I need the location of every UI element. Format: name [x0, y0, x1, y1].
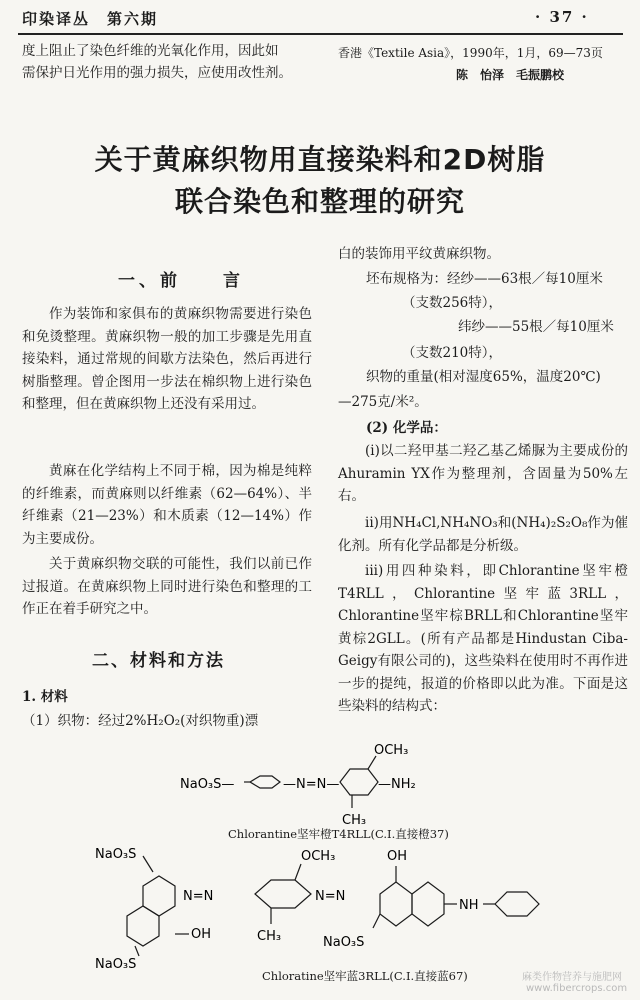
chemicals-item-i: (i)以二羟甲基二羟乙基乙烯脲为主要成份的Ahuramin YX作为整理剂，含固量为50%左右。	[338, 443, 628, 504]
s1-och3: OCH₃	[374, 743, 409, 758]
s2-right-ring-2	[412, 882, 444, 926]
caption-orange-t4rll: Chlorantine坚牢橙T4RLL(C.I.直接橙37)	[228, 827, 449, 841]
continuation-line-1: 度上阻止了染色纤维的光氧化作用，因此如	[22, 43, 279, 59]
header-rule	[18, 33, 623, 35]
s2-middle-ring	[255, 880, 311, 908]
watermark-site-name: 麻类作物营养与施肥网	[522, 972, 622, 983]
s2-naso3s-right: NaO₃S	[323, 935, 365, 950]
journal-header: 印染译丛 第六期	[22, 10, 159, 28]
right-line-1: 白的装饰用平纹黄麻织物。	[338, 246, 500, 262]
s2-azo-1: N=N	[183, 889, 214, 904]
intro-paragraph-2: 黄麻在化学结构上不同于棉，因为棉是纯粹的纤维素，而黄麻则以纤维素（62—64%）、半纤维素（21—23%）和木质素（12—14%）作为主要成份。	[22, 463, 312, 547]
s2-naph-ring-2	[127, 906, 159, 946]
s2-naso3s-bottom: NaO₃S	[95, 957, 137, 972]
s2-azo-2: N=N	[315, 889, 346, 904]
s2-phenyl-ring	[495, 892, 539, 916]
structure-orange-t4rll	[180, 736, 480, 836]
s2-nh: NH	[459, 898, 479, 913]
source-citation: 香港《Textile Asia》，1990年，1月，69—73页	[338, 46, 603, 60]
s2-och3: OCH₃	[301, 849, 336, 864]
s1-ring-1	[250, 776, 280, 788]
translators: 陈 怡泽 毛振鹏校	[456, 68, 565, 82]
page-number: · 37 ·	[535, 8, 589, 26]
fabric-item: （1）织物：经过2%H₂O₂(对织物重)漂	[22, 713, 259, 729]
article-title-line-1: 关于黄麻织物用直接染料和2D树脂	[94, 143, 546, 176]
s2-oh-left: OH	[191, 927, 212, 942]
weft-spec: 纬纱——55根／每10厘米	[458, 319, 614, 335]
warp-count: （支数256特），	[402, 295, 503, 311]
structure-blue-3rll	[95, 842, 575, 982]
subsection-materials: 1. 材料	[22, 689, 68, 705]
s2-ch3: CH₃	[257, 929, 282, 944]
s2-right-ring-1	[380, 882, 412, 926]
caption-blue-3rll: Chloratine坚牢蓝3RLL(C.I.直接蓝67)	[262, 969, 468, 983]
intro-paragraph-3: 关于黄麻织物交联的可能性，我们以前已作过报道。在黄麻织物上同时进行染色和整理的工作正在着手研究之中。	[22, 556, 312, 617]
s1-ring-2	[340, 769, 378, 795]
section-heading-materials: 二、材料和方法	[92, 651, 225, 671]
continuation-line-2: 需保护日光作用的强力损失，应使用改性剂。	[22, 65, 292, 81]
s2-naso3s-top: NaO₃S	[95, 847, 137, 862]
section-heading-introduction: 一、前 言	[118, 271, 244, 291]
watermark-url: www.fibercrops.com	[526, 983, 628, 994]
s1-azo: —N=N—	[283, 777, 340, 792]
chemicals-item-iii: iii)用四种染料，即Chlorantine坚牢橙T4RLL，Chlorantine坚牢蓝3RLL，Chlorantine坚牢棕BRLL和Chlorantine坚牢黄棕2GLL。(所有产品都是Hindustan Ciba-Geigy有限公司的)，这些染料在使用时不再作进一步的提纯，报道的价格即以此为准。下面是这些染料的结构式：	[338, 563, 628, 714]
intro-paragraph-1: 作为装饰和家俱布的黄麻织物需要进行染色和免烫整理。黄麻织物一般的加工步骤是先用直接染料，通过常规的间歇方法染色，然后再进行树脂整理。曾企图用一步法在棉织物上进行染色和整理，但在黄麻织物上还没有采用过。	[22, 306, 312, 412]
s1-ch3: CH₃	[342, 813, 367, 828]
article-title-line-2: 联合染色和整理的研究	[174, 185, 465, 218]
s1-nh2: —NH₂	[378, 777, 416, 792]
s2-oh-top: OH	[387, 849, 408, 864]
fabric-weight: 织物的重量(相对湿度65%，温度20℃)	[366, 369, 601, 385]
chemicals-item-ii: ii)用NH₄Cl,NH₄NO₃和(NH₄)₂S₂O₈作为催化剂。所有化学品都是分析级。	[338, 515, 628, 554]
chemicals-heading: (2) 化学品：	[366, 420, 447, 436]
s2-naph-ring-1	[143, 876, 175, 916]
s1-naso3s: NaO₃S—	[180, 777, 235, 792]
fabric-weight-value: —275克/米²。	[338, 394, 428, 410]
weft-count: （支数210特），	[402, 345, 503, 361]
warp-spec: 坯布规格为：经纱——63根／每10厘米	[366, 271, 603, 287]
